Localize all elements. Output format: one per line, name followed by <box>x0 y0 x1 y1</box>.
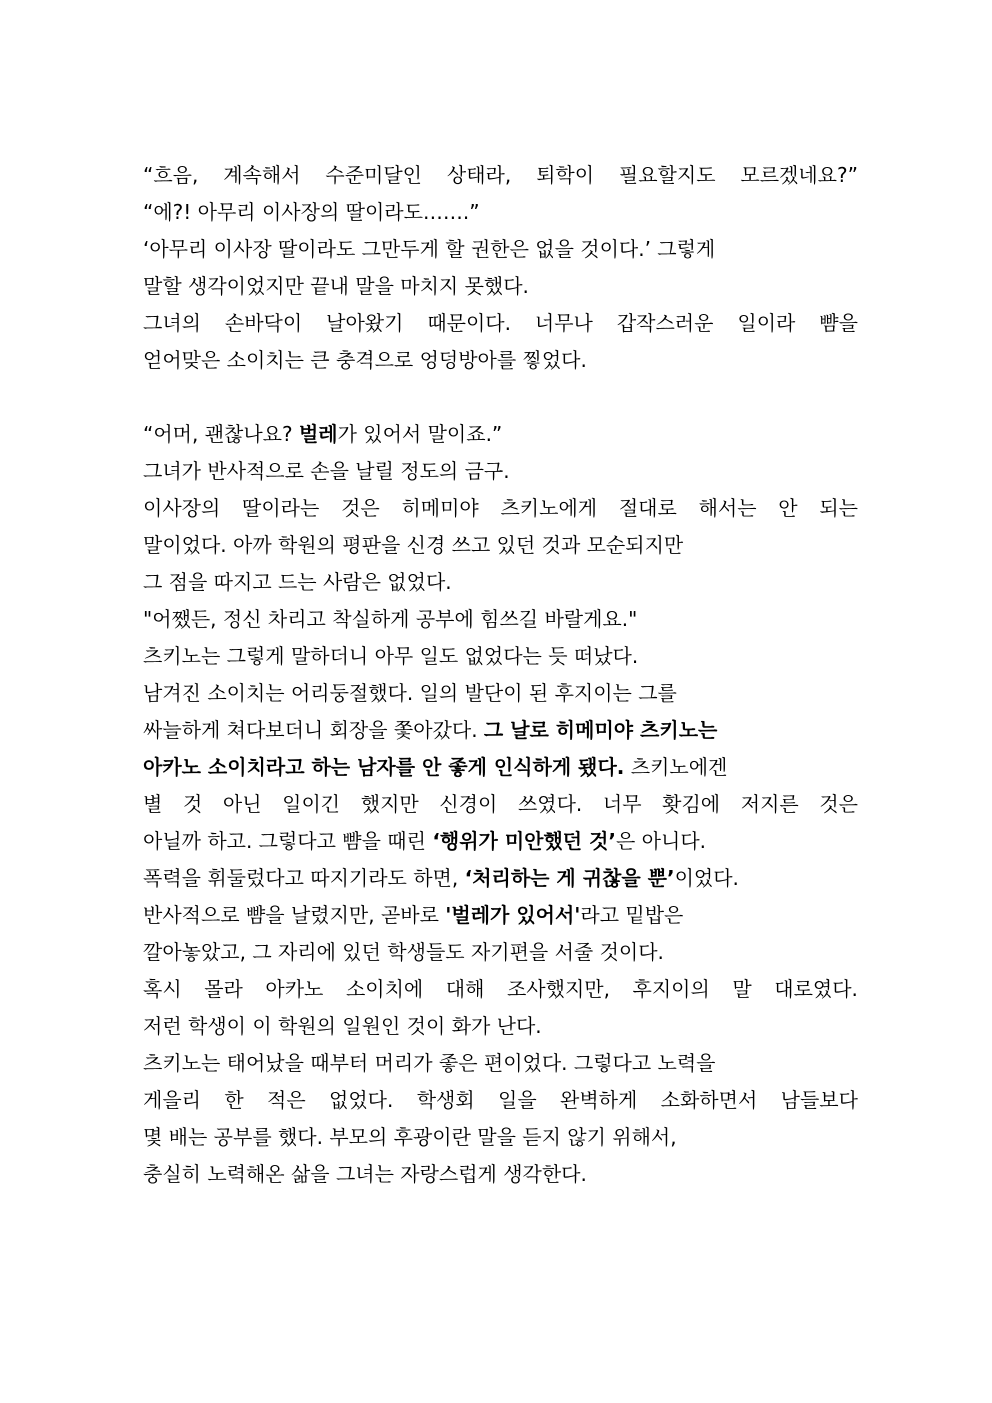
word: 저지른 <box>740 792 799 816</box>
text-line <box>143 1082 858 1119</box>
word: 그녀의 <box>143 311 201 335</box>
word: 해서는 <box>698 496 757 520</box>
word: 일을 <box>498 1088 537 1112</box>
word: 갑작스러운 <box>616 311 714 335</box>
word: 딸이라는 <box>242 496 320 520</box>
text-span: 아닐까 하고. 그렇다고 뺨을 때린 <box>143 829 433 853</box>
word: 히메미야 <box>401 496 479 520</box>
word: 것은 <box>819 792 858 816</box>
word: 것 <box>182 792 203 816</box>
text-span: 이었다. <box>674 866 739 890</box>
text-line: 남겨진 소이치는 어리둥절했다. 일의 발단이 된 후지이는 그를 <box>143 681 677 705</box>
word: 적은 <box>267 1088 306 1112</box>
word: 너무 <box>602 792 642 816</box>
word: 계속해서 <box>223 163 301 187</box>
word: 말 <box>732 977 752 1001</box>
word: 학생회 <box>416 1088 475 1112</box>
text-span: 은 아니다. <box>616 829 706 853</box>
word: 대로였다. <box>774 977 858 1001</box>
text-line: 그 점을 따지고 드는 사람은 없었다. <box>143 570 452 594</box>
text-line: 츠키노는 태어났을 때부터 머리가 좋은 편이었다. 그렇다고 노력을 <box>143 1051 716 1075</box>
word: 후지이의 <box>632 977 710 1001</box>
word: 소화하면서 <box>660 1088 758 1112</box>
document-body <box>143 157 858 1193</box>
text-span: 싸늘하게 쳐다보더니 회장을 쫓아갔다. <box>143 718 484 742</box>
word: 없었다. <box>329 1088 394 1112</box>
text-line: 저런 학생이 이 학원의 일원인 것이 화가 난다. <box>143 1014 542 1038</box>
text-line <box>143 786 858 823</box>
text-line <box>143 860 858 897</box>
word: 소이치에 <box>345 977 424 1001</box>
text-line: ‘아무리 이사장 딸이라도 그만두게 할 권한은 없을 것이다.’ 그렇게 <box>143 237 716 261</box>
text-span: 폭력을 휘둘렀다고 따지기라도 하면, <box>143 866 465 890</box>
word: 손바닥이 <box>224 311 303 335</box>
word: 남들보다 <box>780 1088 858 1112</box>
text-line: 말할 생각이었지만 끝내 말을 마치지 못했다. <box>143 274 529 298</box>
word: 홧김에 <box>662 792 721 816</box>
word: 절대로 <box>618 496 677 520</box>
text-line: 충실히 노력해온 삶을 그녀는 자랑스럽게 생각한다. <box>143 1162 587 1186</box>
word: 퇴학이 <box>536 163 595 187</box>
text-line: 말이었다. 아까 학원의 평판을 신경 쓰고 있던 것과 모순되지만 <box>143 533 684 557</box>
text-line <box>143 971 858 1008</box>
text-line: “에?! 아무리 이사장의 딸이라도…….” <box>143 200 480 224</box>
text-line: 몇 배는 공부를 했다. 부모의 후광이란 말을 듣지 않기 위해서, <box>143 1125 677 1149</box>
text-line <box>143 897 858 934</box>
text-line <box>143 157 858 194</box>
text-span: 츠키노에겐 <box>624 755 728 779</box>
text-line: "어쨌든, 정신 차리고 착실하게 공부에 힘쓰길 바랄게요." <box>143 607 638 631</box>
text-line <box>143 490 858 527</box>
emphasis-text: 그 날로 히메미야 츠키노는 <box>483 718 718 742</box>
word: 한 <box>224 1088 244 1112</box>
word: 완벽하게 <box>560 1088 638 1112</box>
word: 대해 <box>445 977 485 1001</box>
word: 쓰였다. <box>517 792 583 816</box>
text-line <box>143 749 858 786</box>
emphasis-text: 아카노 소이치라고 하는 남자를 안 좋게 인식하게 됐다. <box>143 755 625 779</box>
word: 일이라 <box>737 311 796 335</box>
emphasis-text: 벌레 <box>298 422 338 446</box>
word: 츠키노에게 <box>500 496 598 520</box>
text-span: 라고 밑밥은 <box>580 903 684 927</box>
text-line <box>143 305 858 342</box>
word: 뺨을 <box>819 311 858 335</box>
word: 안 <box>778 496 798 520</box>
emphasis-text: ‘행위가 미안했던 것’ <box>432 829 616 853</box>
text-line: 얻어맞은 소이치는 큰 충격으로 엉덩방아를 찧었다. <box>143 348 587 372</box>
text-line: 그녀가 반사적으로 손을 날릴 정도의 금구. <box>143 459 510 483</box>
word: 했지만 <box>360 792 419 816</box>
word: 이사장의 <box>143 496 221 520</box>
word: 별 <box>143 792 163 816</box>
text-line <box>143 823 858 860</box>
text-span: “어머, 괜찮나요? <box>143 422 299 446</box>
word: 아카노 <box>265 977 324 1001</box>
word: 너무나 <box>534 311 593 335</box>
word: 일이긴 <box>282 792 341 816</box>
text-span: 가 있어서 말이죠.” <box>337 422 503 446</box>
word: 혹시 <box>143 977 182 1001</box>
word: 몰라 <box>204 977 243 1001</box>
text-span: 반사적으로 뺨을 날렸지만, 곧바로 <box>143 903 446 927</box>
word: 게을리 <box>143 1088 201 1112</box>
word: 것은 <box>341 496 380 520</box>
text-line: 깔아놓았고, 그 자리에 있던 학생들도 자기편을 서줄 것이다. <box>143 940 664 964</box>
word: 필요할지도 <box>618 163 716 187</box>
word: 신경이 <box>439 792 498 816</box>
emphasis-text: ‘처리하는 게 귀찮을 뿐’ <box>464 866 675 890</box>
word: 아닌 <box>222 792 262 816</box>
emphasis-text: '벌레가 있어서' <box>445 903 581 927</box>
word: 수준미달인 <box>325 163 422 187</box>
word: 날아왔기 <box>326 311 404 335</box>
text-line <box>143 712 858 749</box>
text-line <box>143 416 858 453</box>
word: 때문이다. <box>427 311 511 335</box>
word: 조사했지만, <box>506 977 610 1001</box>
blank-line <box>143 379 858 416</box>
word: “흐음, <box>143 163 199 187</box>
word: 모르겠네요?” <box>740 163 858 187</box>
word: 상태라, <box>446 163 512 187</box>
word: 되는 <box>819 496 858 520</box>
text-line: 츠키노는 그렇게 말하더니 아무 일도 없었다는 듯 떠났다. <box>143 644 639 668</box>
